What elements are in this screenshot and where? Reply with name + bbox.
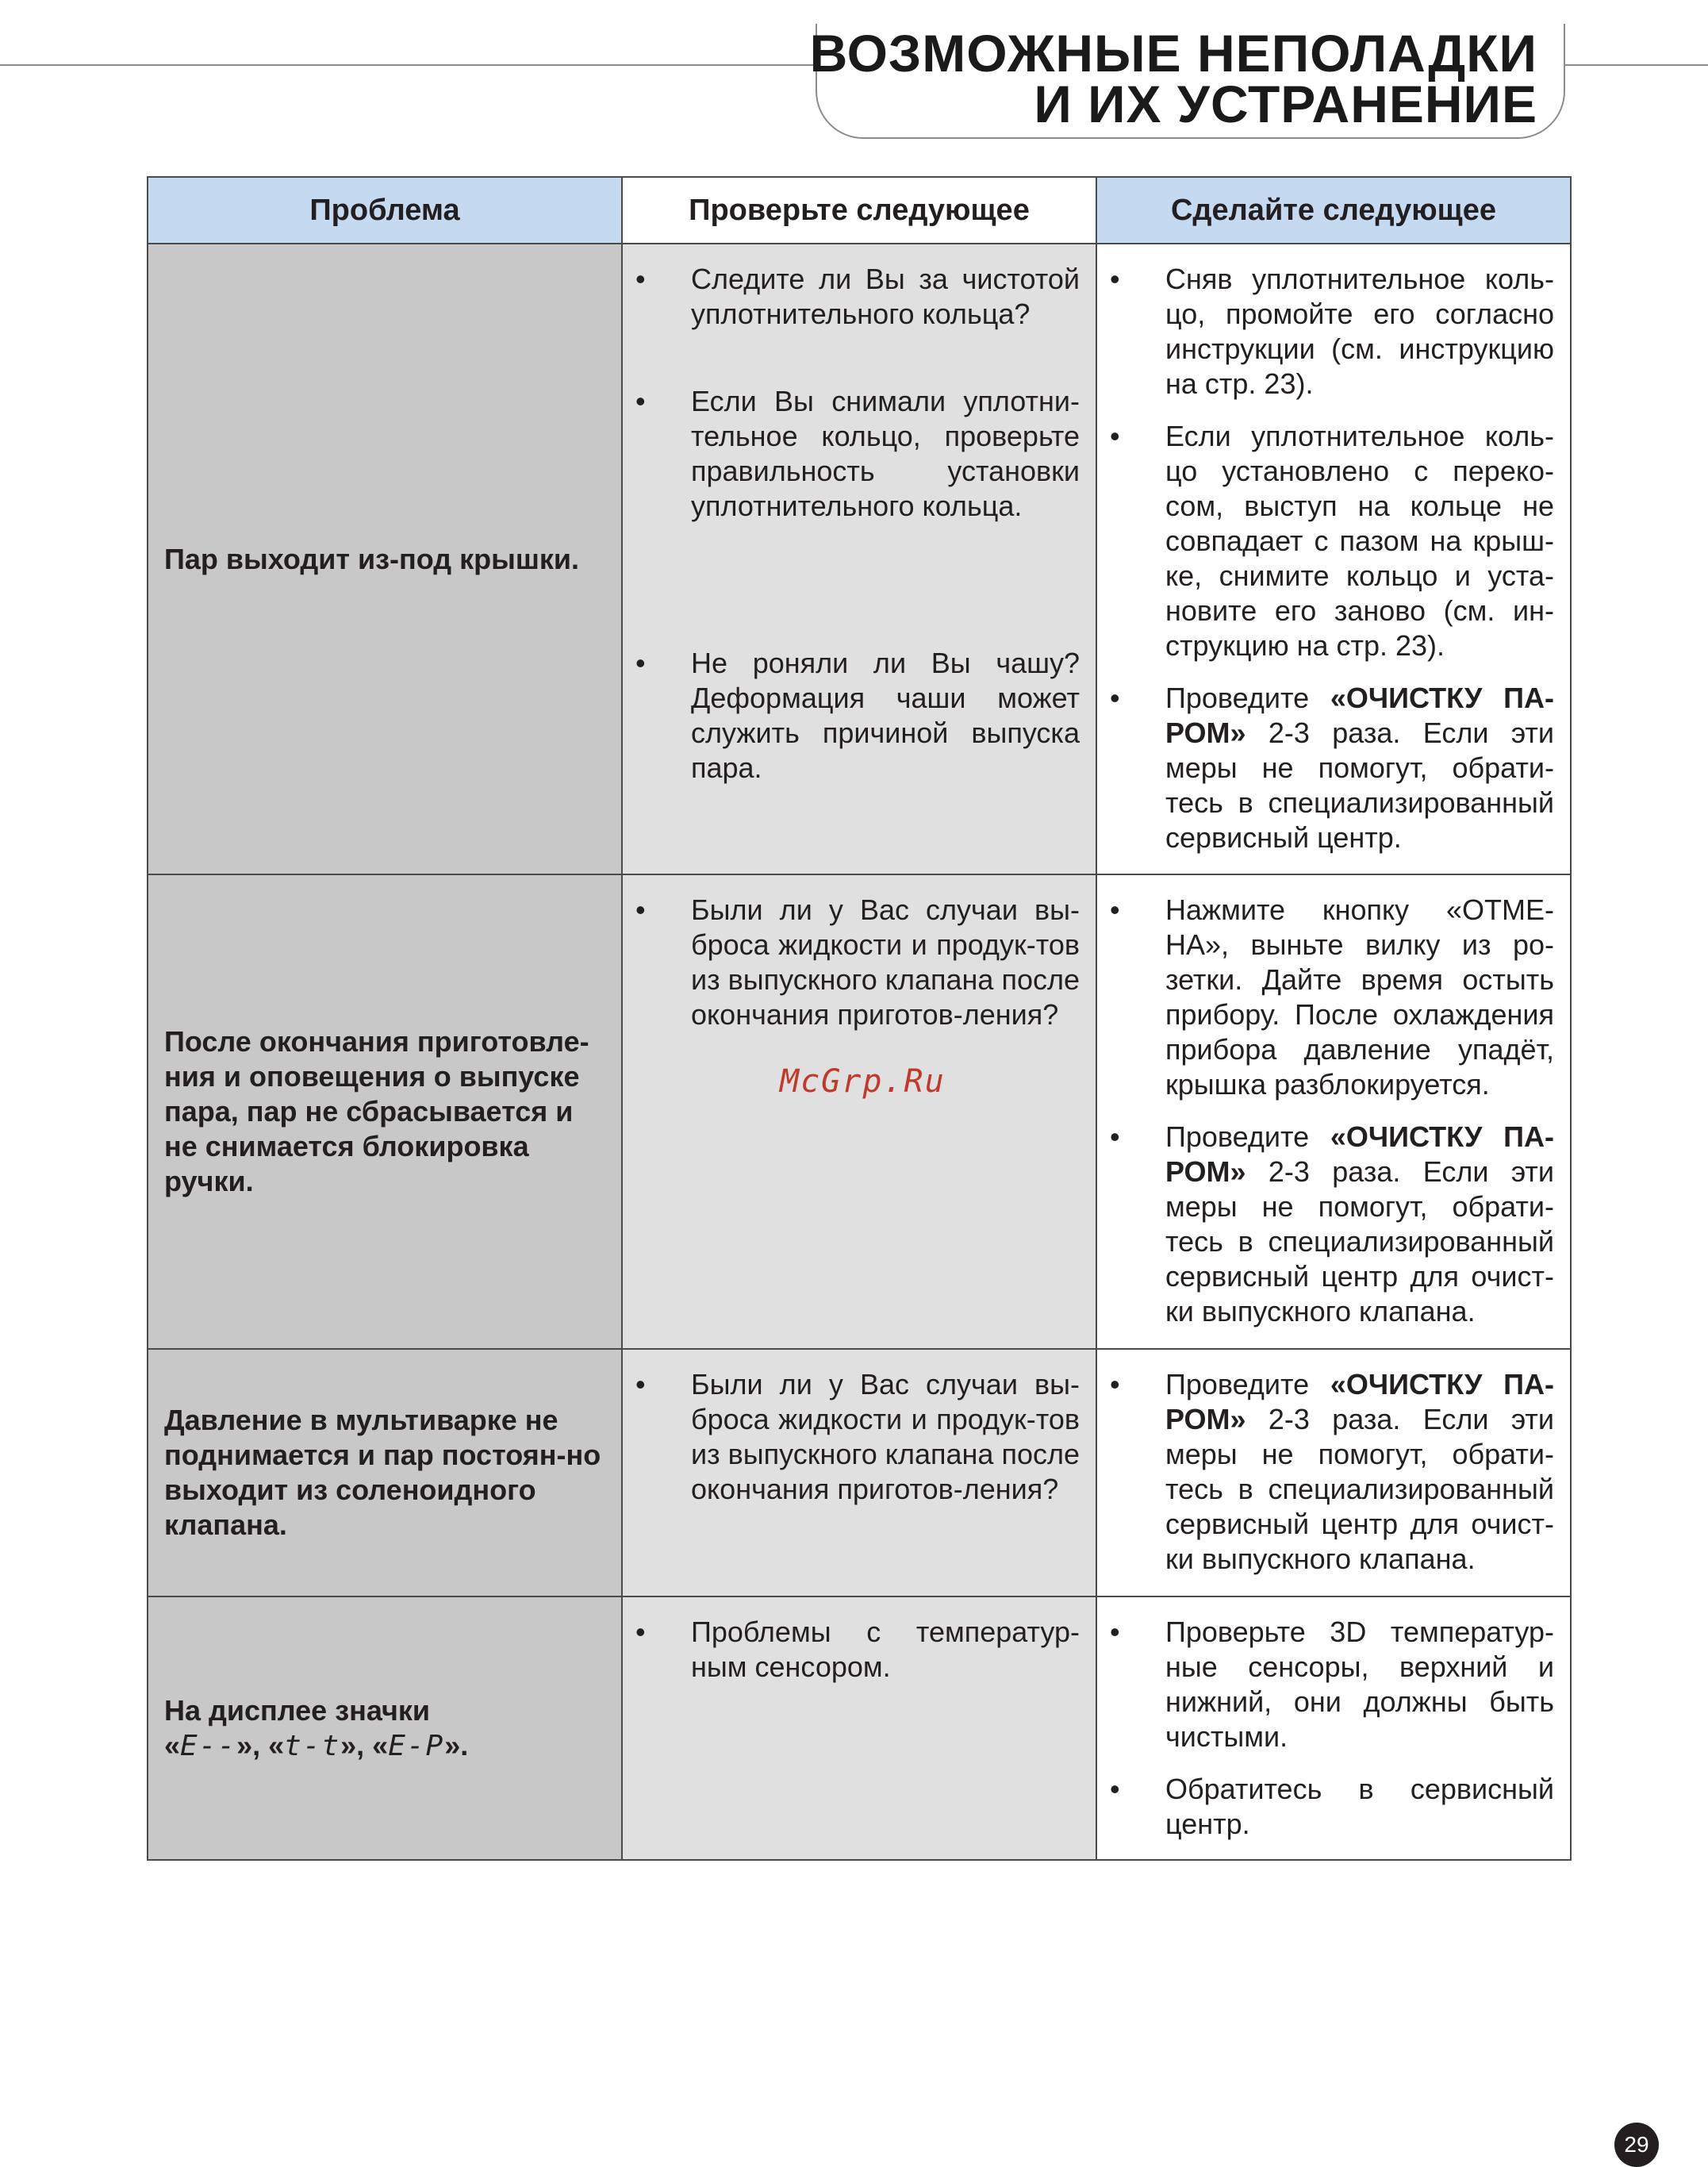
check-cell [622, 1349, 1096, 1596]
header-rule-right [1563, 64, 1708, 66]
action-text: Проведите [1165, 1368, 1330, 1400]
table-row [148, 874, 1571, 1349]
action-text: 2-3 раза. Если эти меры не помогут, обрати-тесь в специализированный сервисный центр. [1165, 717, 1554, 854]
action-item: • Сняв уплотнительное коль-цо, промойте его согласно инструкции (см. инструкцию на стр. 23). [1097, 262, 1554, 402]
column-header-check: Проверьте следующее [622, 177, 1096, 244]
table-header-row [148, 177, 1571, 244]
check-item: • Проблемы с температур-ным сенсором. [623, 1615, 1080, 1685]
problem-cell [148, 1596, 622, 1860]
action-text: 2-3 раза. Если эти меры не помогут, обрати-тесь в специализированный сервисный центр для очист-ки выпускного клапана. [1165, 1155, 1554, 1327]
action-cell [1096, 1596, 1571, 1860]
check-item: • Если Вы снимали уплотни-тельное кольцо, проверьте правильность установки уплотнительного кольца. [623, 384, 1080, 646]
page-number: 29 [1614, 2123, 1659, 2167]
action-emphasis: «ОЧИСТКУ ПА-РОМ» [1165, 1368, 1554, 1435]
action-text: Проведите [1165, 682, 1330, 714]
page-title [809, 24, 1537, 133]
check-cell [622, 244, 1096, 874]
action-item [1097, 1120, 1554, 1329]
check-item: • Были ли у Вас случаи вы-броса жидкости и продук-тов из выпускного клапана после окончания приготов-ления? [623, 1367, 1080, 1507]
action-cell [1096, 1349, 1571, 1596]
header-rule-left [0, 64, 817, 66]
table-row [148, 1596, 1571, 1860]
problem-cell: Пар выходит из-под крышки. [148, 244, 622, 874]
action-item [1097, 1367, 1554, 1577]
error-code: E-- [180, 1729, 237, 1762]
action-cell [1096, 874, 1571, 1349]
action-item: • Проверьте 3D температур-ные сенсоры, верхний и нижний, они должны быть чистыми. [1097, 1615, 1554, 1754]
check-item: • Были ли у Вас случаи вы-броса жидкости и продук-тов из выпускного клапана после окончания приготов-ления? [623, 893, 1080, 1032]
action-cell [1096, 244, 1571, 874]
watermark: McGrp.Ru [780, 1063, 946, 1100]
problem-cell: Давление в мультиварке не поднимается и пар постоян-но выходит из соленоидного клапана. [148, 1349, 622, 1596]
action-text: 2-3 раза. Если эти меры не помогут, обрати-тесь в специализированный сервисный центр для очист-ки выпускного клапана. [1165, 1403, 1554, 1575]
check-item: • Следите ли Вы за чистотой уплотнительного кольца? [623, 262, 1080, 384]
problem-cell: После окончания приготовле-ния и оповещения о выпуске пара, пар не сбрасывается и не снимается блокировка ручки. [148, 874, 622, 1349]
action-text: Проведите [1165, 1120, 1330, 1153]
troubleshooting-table [147, 176, 1572, 1861]
check-cell [622, 874, 1096, 1349]
problem-text: На дисплее значки [164, 1693, 431, 1727]
table-row [148, 244, 1571, 874]
action-item: • Обратитесь в сервисный центр. [1097, 1772, 1554, 1842]
table-row [148, 1349, 1571, 1596]
page-title-line2: И ИХ УСТРАНЕНИЕ [1034, 75, 1537, 133]
action-item [1097, 681, 1554, 855]
check-cell [622, 1596, 1096, 1860]
error-code: t-t [284, 1729, 341, 1762]
error-codes: «E--», «t-t», «E-P». [164, 1728, 469, 1762]
action-emphasis: «ОЧИСТКУ ПА-РОМ» [1165, 1120, 1554, 1188]
page-title-line1: ВОЗМОЖНЫЕ НЕПОЛАДКИ [809, 24, 1537, 83]
action-emphasis: «ОЧИСТКУ ПА-РОМ» [1165, 682, 1554, 749]
column-header-problem: Проблема [148, 177, 622, 244]
action-item: • Нажмите кнопку «ОТМЕ-НА», выньте вилку из ро-зетки. Дайте время остыть прибору. После охлаждения прибора давление упадёт, крышка разблокируется. [1097, 893, 1554, 1102]
check-item: • Не роняли ли Вы чашу? Деформация чаши может служить причиной выпуска пара. [623, 646, 1080, 786]
action-item: • Если уплотнительное коль-цо установлено с переко-сом, выступ на кольце не совпадает с пазом на крыш-ке, снимите кольцо и уста-новите его заново (см. ин-струкцию на стр. 23). [1097, 419, 1554, 663]
error-code: E-P [388, 1729, 445, 1762]
column-header-action: Сделайте следующее [1096, 177, 1571, 244]
